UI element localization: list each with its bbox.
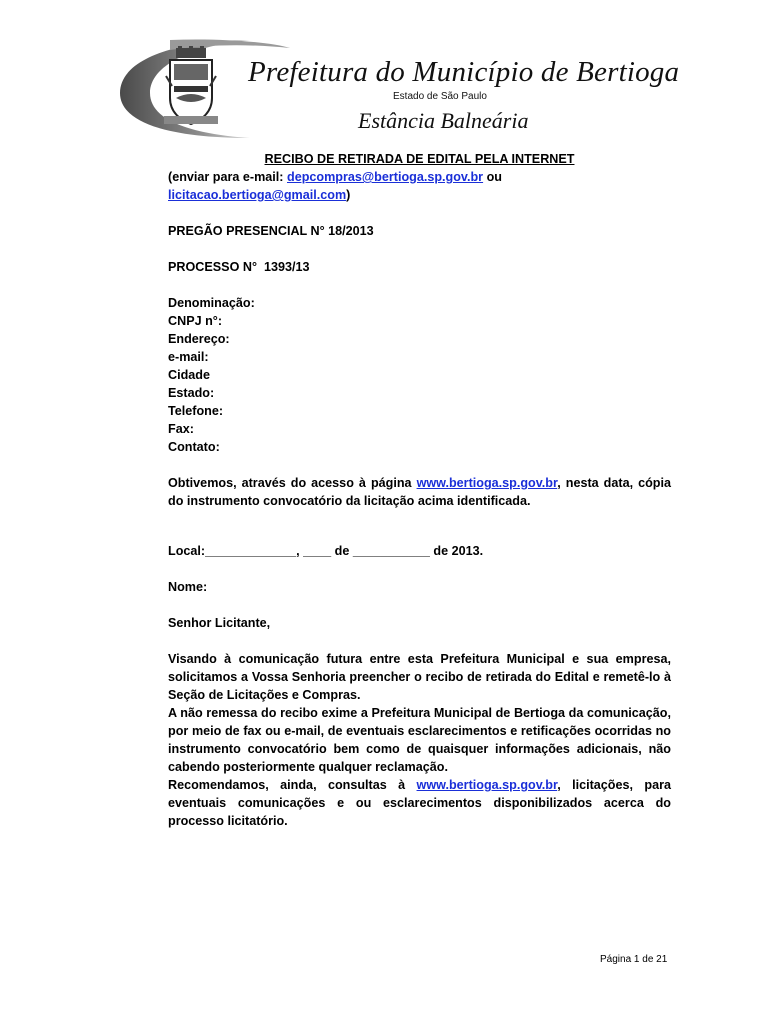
processo-number: PROCESSO N° 1393/13	[168, 260, 310, 274]
send-mid: ou	[483, 170, 502, 184]
paragraph-nao-remessa: A não remessa do recibo exime a Prefeitura Municipal de Bertioga da comunicação, por meio de fax ou e-mail, de eventuais esclarecimentos e retificações ocorridas no instrumento convocatório bem como de quaisquer informações adicionais, não cabendo posteriormente qualquer reclamação.	[168, 706, 671, 774]
site-link[interactable]: www.bertioga.sp.gov.br	[416, 476, 558, 490]
send-prefix: (enviar para e-mail:	[168, 170, 287, 184]
send-instructions	[168, 168, 671, 204]
field-denominacao: Denominação:	[168, 296, 255, 310]
field-telefone: Telefone:	[168, 404, 224, 418]
obtivemos-paragraph	[168, 474, 671, 510]
municipality-subtitle: Estância Balneária	[358, 108, 529, 133]
obtivemos-pre: Obtivemos, através do acesso à página	[168, 476, 417, 490]
send-suffix: )	[346, 188, 351, 202]
field-endereco: Endereço:	[168, 332, 230, 346]
local-date-line: Local:_____________, ____ de ___________ de 2013.	[168, 544, 484, 558]
email-link-licitacao[interactable]: licitacao.bertioga@gmail.com	[168, 188, 347, 202]
site-link-2[interactable]: www.bertioga.sp.gov.br	[416, 778, 558, 792]
field-email: e-mail:	[168, 350, 209, 364]
nome-line: Nome:	[168, 580, 208, 594]
recomendamos-post: , licitações, para eventuais comunicações e ou esclarecimentos disponibilizados acerca do processo licitatório.	[168, 778, 671, 828]
municipal-crest-icon	[162, 46, 220, 130]
document-heading: RECIBO DE RETIRADA DE EDITAL PELA INTERNET	[264, 152, 575, 166]
field-estado: Estado:	[168, 386, 215, 400]
document-body	[168, 150, 671, 830]
field-cnpj: CNPJ n°:	[168, 314, 223, 328]
page-number: Página 1 de 21	[600, 954, 668, 965]
paragraph-visando: Visando à comunicação futura entre esta Prefeitura Municipal e sua empresa, solicitamos a Vossa Senhoria preencher o recibo de retirada do Edital e remetê-lo à Seção de Licitações e Compras.	[168, 652, 671, 702]
field-cidade: Cidade	[168, 368, 210, 382]
paragraph-recomendamos	[168, 776, 671, 830]
municipality-title: Prefeitura do Município de Bertioga	[248, 56, 680, 88]
pregao-number: PREGÃO PRESENCIAL N° 18/2013	[168, 224, 374, 238]
form-fields	[168, 294, 671, 456]
letterhead	[110, 38, 680, 142]
field-contato: Contato:	[168, 440, 220, 454]
salutation: Senhor Licitante,	[168, 616, 271, 630]
obtivemos-post: , nesta data, cópia do instrumento convocatório da licitação acima identificada.	[168, 476, 671, 508]
email-link-depcompras[interactable]: depcompras@bertioga.sp.gov.br	[287, 170, 484, 184]
recomendamos-pre: Recomendamos, ainda, consultas à	[168, 778, 417, 792]
state-line: Estado de São Paulo	[393, 91, 487, 102]
field-fax: Fax:	[168, 422, 194, 436]
